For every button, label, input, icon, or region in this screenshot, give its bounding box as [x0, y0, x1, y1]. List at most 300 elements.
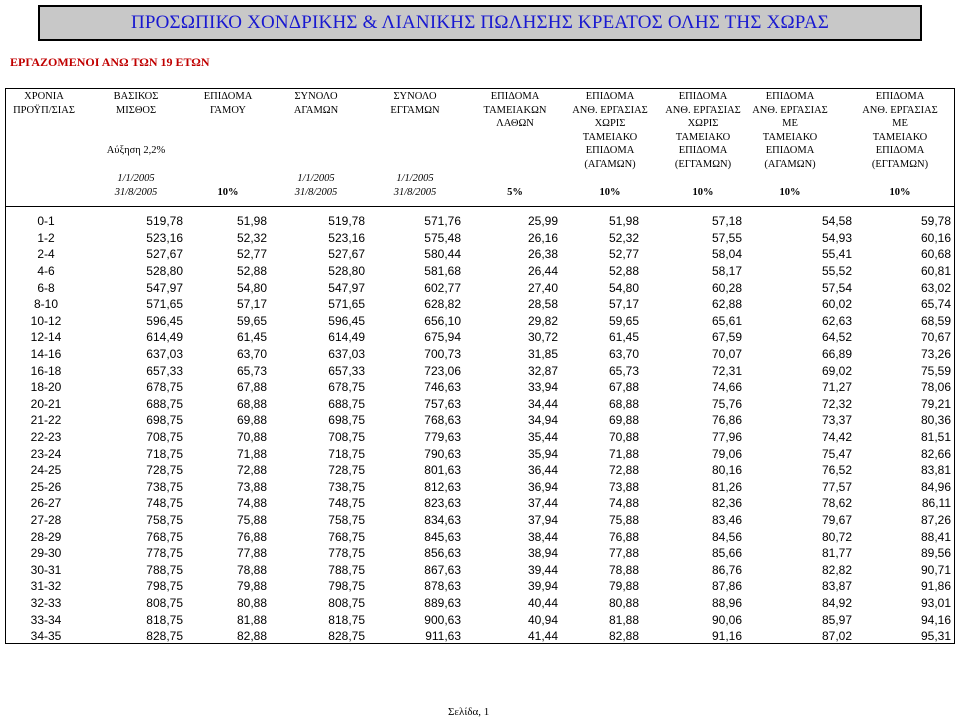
table-cell: 35,94 [527, 446, 558, 461]
table-cell: 80,88 [608, 595, 639, 610]
header-date1: 1/1/2005 [117, 173, 155, 184]
table-cell: 72,88 [608, 463, 639, 478]
table-cell: 580,44 [424, 247, 461, 262]
row-range-cell: 20-21 [30, 396, 62, 411]
table-cell: 79,21 [920, 396, 951, 411]
table-cell: 798,75 [146, 579, 183, 594]
table-cell: 39,94 [527, 579, 558, 594]
table-cell: 778,75 [328, 546, 365, 561]
table-cell: 81,88 [608, 612, 639, 627]
header-date1: 1/1/2005 [297, 173, 335, 184]
table-cell: 61,45 [236, 330, 267, 345]
table-cell: 72,88 [236, 463, 267, 478]
table-cell: 81,51 [920, 430, 951, 445]
table-cell: 37,94 [527, 512, 558, 527]
table-cell: 60,81 [920, 264, 951, 279]
title-box [38, 5, 922, 41]
table-cell: 596,45 [328, 313, 365, 328]
table-cell: 818,75 [146, 612, 183, 627]
table-row [6, 379, 954, 396]
header-col-4 [364, 90, 466, 204]
table-cell: 95,31 [920, 629, 951, 644]
table-cell: 688,75 [328, 396, 365, 411]
table-cell: 62,88 [711, 297, 742, 312]
table-cell: 79,06 [711, 446, 742, 461]
table-cell: 778,75 [146, 546, 183, 561]
table-row [6, 595, 954, 612]
table-cell: 82,88 [608, 629, 639, 644]
table-row [6, 445, 954, 462]
row-range-cell: 25-26 [30, 479, 62, 494]
table-cell: 76,86 [711, 413, 742, 428]
table-cell: 812,63 [424, 479, 461, 494]
table-cell: 80,88 [236, 595, 267, 610]
table-cell: 758,75 [328, 512, 365, 527]
table-cell: 27,40 [527, 280, 558, 295]
table-row [6, 412, 954, 429]
row-range-cell: 33-34 [30, 612, 62, 627]
header-col-1 [86, 90, 186, 204]
table-cell: 700,73 [424, 347, 461, 362]
header-label: ΛΑΘΩΝ [496, 118, 534, 129]
table-cell: 808,75 [146, 595, 183, 610]
table-row [6, 279, 954, 296]
table-cell: 78,88 [608, 562, 639, 577]
row-range-cell: 16-18 [30, 363, 62, 378]
header-note: Αύξηση 2,2% [106, 145, 166, 156]
header-label: ΕΠΙΔΟΜΑ [585, 145, 635, 156]
table-cell: 74,66 [711, 380, 742, 395]
table-cell: 718,75 [146, 446, 183, 461]
table-cell: 73,37 [821, 413, 852, 428]
table-cell: 58,17 [711, 264, 742, 279]
table-cell: 69,88 [236, 413, 267, 428]
table-cell: 76,88 [608, 529, 639, 544]
table-cell: 528,80 [146, 264, 183, 279]
table-cell: 708,75 [328, 430, 365, 445]
table-cell: 82,36 [711, 496, 742, 511]
table-cell: 637,03 [146, 347, 183, 362]
table-cell: 80,36 [920, 413, 951, 428]
table-cell: 856,63 [424, 546, 461, 561]
row-range-cell: 34-35 [30, 629, 62, 644]
table-cell: 71,88 [608, 446, 639, 461]
table-cell: 688,75 [146, 396, 183, 411]
table-cell: 52,77 [236, 247, 267, 262]
table-row [6, 479, 954, 496]
table-cell: 74,88 [236, 496, 267, 511]
table-cell: 828,75 [146, 629, 183, 644]
table-row [6, 329, 954, 346]
header-label: ΕΠΙΔΟΜΑ [875, 91, 925, 102]
page-title: ΠΡΟΣΩΠΙΚΟ ΧΟΝΔΡΙΚΗΣ & ΛΙΑΝΙΚΗΣ ΠΩΛΗΣΗΣ ΚΡΕΑΤΟΣ ΟΛΗΣ ΤΗΣ ΧΩΡΑΣ [130, 12, 830, 33]
table-cell: 748,75 [328, 496, 365, 511]
header-label: ΧΩΡΙΣ [687, 118, 719, 129]
header-label: ΑΝΘ. ΕΡΓΑΣΙΑΣ [752, 104, 828, 116]
table-cell: 628,82 [424, 297, 461, 312]
table-cell: 527,67 [146, 247, 183, 262]
table-cell: 77,57 [821, 479, 852, 494]
table-cell: 57,17 [608, 297, 639, 312]
table-cell: 768,63 [424, 413, 461, 428]
table-row [6, 561, 954, 578]
header-pct: 10% [692, 187, 714, 198]
table-cell: 70,88 [236, 430, 267, 445]
table-cell: 83,81 [920, 463, 951, 478]
table-cell: 72,32 [821, 396, 852, 411]
table-cell: 70,67 [920, 330, 951, 345]
table-cell: 818,75 [328, 612, 365, 627]
table-cell: 90,06 [711, 612, 742, 627]
table-cell: 74,42 [821, 430, 852, 445]
table-cell: 746,63 [424, 380, 461, 395]
table-cell: 26,16 [527, 230, 558, 245]
table-cell: 519,78 [328, 214, 365, 229]
header-label: ΣΥΝΟΛΟ [393, 91, 437, 102]
table-cell: 57,18 [711, 214, 742, 229]
header-label: ΤΑΜΕΙΑΚΩΝ [483, 104, 547, 116]
table-cell: 68,59 [920, 313, 951, 328]
table-cell: 718,75 [328, 446, 365, 461]
row-range-cell: 10-12 [30, 313, 62, 328]
table-cell: 73,88 [608, 479, 639, 494]
header-label: (ΑΓΑΜΩΝ) [584, 158, 636, 170]
table-cell: 71,88 [236, 446, 267, 461]
table-cell: 63,02 [920, 280, 951, 295]
header-col-8 [738, 90, 842, 204]
table-cell: 91,16 [711, 629, 742, 644]
header-pct: 10% [599, 187, 621, 198]
salary-table [6, 213, 954, 644]
table-cell: 54,93 [821, 230, 852, 245]
table-cell: 39,44 [527, 562, 558, 577]
table-cell: 728,75 [328, 463, 365, 478]
table-cell: 71,27 [821, 380, 852, 395]
table-cell: 52,88 [236, 264, 267, 279]
table-cell: 900,63 [424, 612, 461, 627]
table-cell: 65,74 [920, 297, 951, 312]
table-cell: 75,88 [236, 512, 267, 527]
table-cell: 37,44 [527, 496, 558, 511]
table-cell: 67,88 [236, 380, 267, 395]
table-cell: 86,11 [921, 496, 951, 511]
table-cell: 28,58 [527, 297, 558, 312]
table-cell: 52,77 [608, 247, 639, 262]
table-cell: 57,55 [711, 230, 742, 245]
header-col-0 [5, 90, 83, 204]
table-cell: 81,26 [711, 479, 742, 494]
table-row [6, 296, 954, 313]
table-cell: 66,89 [821, 347, 852, 362]
table-cell: 59,65 [608, 313, 639, 328]
table-cell: 69,02 [821, 363, 852, 378]
header-label: ΒΑΣΙΚΟΣ [113, 91, 159, 102]
row-range-cell: 18-20 [30, 380, 62, 395]
table-row [6, 362, 954, 379]
table-cell: 88,96 [711, 595, 742, 610]
table-row [6, 628, 954, 645]
row-range-cell: 2-4 [37, 247, 55, 262]
table-cell: 73,26 [920, 347, 951, 362]
table-cell: 79,88 [608, 579, 639, 594]
table-cell: 57,17 [236, 297, 267, 312]
table-cell: 528,80 [328, 264, 365, 279]
header-label: ΑΝΘ. ΕΡΓΑΣΙΑΣ [572, 104, 648, 116]
table-cell: 52,32 [236, 230, 267, 245]
row-range-cell: 1-2 [37, 230, 55, 245]
table-cell: 678,75 [146, 380, 183, 395]
table-cell: 80,16 [711, 463, 742, 478]
page-footer: Σελίδα, 1 [448, 706, 490, 718]
table-cell: 911,63 [425, 629, 461, 644]
table-cell: 698,75 [328, 413, 365, 428]
table-cell: 38,94 [527, 546, 558, 561]
table-cell: 75,88 [608, 512, 639, 527]
table-row [6, 611, 954, 628]
table-cell: 523,16 [328, 230, 365, 245]
header-label: ΕΠΙΔΟΜΑ [678, 145, 728, 156]
table-cell: 89,56 [920, 546, 951, 561]
table-cell: 87,86 [711, 579, 742, 594]
header-label: ΑΝΘ. ΕΡΓΑΣΙΑΣ [862, 104, 938, 116]
table-cell: 40,94 [527, 612, 558, 627]
table-row [6, 263, 954, 280]
table-cell: 602,77 [424, 280, 461, 295]
table-cell: 60,02 [821, 297, 852, 312]
table-cell: 81,88 [236, 612, 267, 627]
table-cell: 738,75 [328, 479, 365, 494]
table-cell: 36,94 [527, 479, 558, 494]
table-row [6, 246, 954, 263]
table-cell: 90,71 [920, 562, 951, 577]
table-cell: 59,65 [236, 313, 267, 328]
table-row [6, 213, 954, 230]
header-label: ΤΑΜΕΙΑΚΟ [762, 131, 818, 143]
table-cell: 59,78 [920, 214, 951, 229]
table-cell: 38,44 [527, 529, 558, 544]
header-label: ΑΝΘ. ΕΡΓΑΣΙΑΣ [665, 104, 741, 116]
table-cell: 31,85 [527, 347, 558, 362]
table-cell: 678,75 [328, 380, 365, 395]
table-cell: 29,82 [527, 313, 558, 328]
header-date2: 31/8/2005 [294, 187, 338, 198]
table-cell: 67,88 [608, 380, 639, 395]
table-cell: 823,63 [424, 496, 461, 511]
table-cell: 34,94 [527, 413, 558, 428]
table-cell: 527,67 [328, 247, 365, 262]
table-cell: 70,07 [711, 347, 742, 362]
table-cell: 768,75 [328, 529, 365, 544]
table-cell: 614,49 [328, 330, 365, 345]
table-cell: 698,75 [146, 413, 183, 428]
row-range-cell: 22-23 [30, 430, 62, 445]
header-label: ΕΠΙΔΟΜΑ [875, 145, 925, 156]
table-cell: 758,75 [146, 512, 183, 527]
table-cell: 85,66 [711, 546, 742, 561]
table-cell: 83,46 [711, 512, 742, 527]
table-cell: 523,16 [146, 230, 183, 245]
table-cell: 723,06 [424, 363, 461, 378]
table-cell: 60,16 [920, 230, 951, 245]
table-cell: 87,26 [920, 512, 951, 527]
header-date2: 31/8/2005 [114, 187, 158, 198]
table-cell: 82,66 [920, 446, 951, 461]
row-range-cell: 21-22 [30, 413, 62, 428]
row-range-cell: 23-24 [30, 446, 62, 461]
table-cell: 779,63 [424, 430, 461, 445]
table-row [6, 495, 954, 512]
header-col-2 [188, 90, 268, 204]
table-cell: 757,63 [424, 396, 461, 411]
table-cell: 84,92 [821, 595, 852, 610]
table-cell: 788,75 [328, 562, 365, 577]
table-cell: 75,76 [711, 396, 742, 411]
header-col-6 [560, 90, 660, 204]
table-cell: 41,44 [527, 629, 558, 644]
table-cell: 75,59 [920, 363, 951, 378]
header-separator [5, 206, 955, 207]
header-pct: 10% [217, 187, 239, 198]
table-cell: 35,44 [527, 430, 558, 445]
row-range-cell: 6-8 [37, 280, 55, 295]
table-cell: 33,94 [527, 380, 558, 395]
table-cell: 828,75 [328, 629, 365, 644]
table-cell: 68,88 [236, 396, 267, 411]
table-cell: 82,82 [821, 562, 852, 577]
header-label: ΕΠΙΔΟΜΑ [678, 91, 728, 102]
table-cell: 575,48 [424, 230, 461, 245]
table-cell: 889,63 [424, 595, 461, 610]
row-range-cell: 29-30 [30, 546, 62, 561]
table-cell: 65,61 [711, 313, 742, 328]
table-cell: 738,75 [146, 479, 183, 494]
row-range-cell: 12-14 [30, 330, 62, 345]
table-cell: 40,44 [527, 595, 558, 610]
table-cell: 63,70 [608, 347, 639, 362]
table-cell: 52,32 [608, 230, 639, 245]
row-range-cell: 26-27 [30, 496, 62, 511]
table-cell: 83,87 [821, 579, 852, 594]
header-label: ΜΕ [782, 118, 798, 129]
table-cell: 547,97 [328, 280, 365, 295]
header-col-3 [266, 90, 366, 204]
table-cell: 657,33 [328, 363, 365, 378]
table-cell: 55,52 [821, 264, 852, 279]
table-cell: 76,52 [821, 463, 852, 478]
table-cell: 54,58 [821, 214, 852, 229]
table-cell: 596,45 [146, 313, 183, 328]
table-cell: 878,63 [424, 579, 461, 594]
header-label: ΠΡΟΫΠ/ΣΙΑΣ [13, 104, 75, 116]
row-range-cell: 4-6 [37, 264, 55, 279]
table-cell: 58,04 [711, 247, 742, 262]
table-cell: 78,88 [236, 562, 267, 577]
header-label: ΕΓΓΑΜΩΝ [390, 104, 440, 116]
table-cell: 87,02 [821, 629, 852, 644]
table-cell: 30,72 [527, 330, 558, 345]
header-col-5 [466, 90, 564, 204]
table-cell: 708,75 [146, 430, 183, 445]
table-cell: 51,98 [608, 214, 639, 229]
table-row [6, 346, 954, 363]
table-cell: 614,49 [146, 330, 183, 345]
table-cell: 26,44 [527, 264, 558, 279]
table-row [6, 545, 954, 562]
table-cell: 78,06 [920, 380, 951, 395]
table-cell: 77,88 [608, 546, 639, 561]
table-cell: 86,76 [711, 562, 742, 577]
table-row [6, 429, 954, 446]
header-label: ΕΠΙΔΟΜΑ [585, 91, 635, 102]
table-cell: 798,75 [328, 579, 365, 594]
table-cell: 768,75 [146, 529, 183, 544]
table-cell: 54,80 [236, 280, 267, 295]
table-cell: 845,63 [424, 529, 461, 544]
table-row [6, 462, 954, 479]
header-label: (ΑΓΑΜΩΝ) [764, 158, 816, 170]
table-cell: 55,41 [821, 247, 852, 262]
header-pct: 10% [889, 187, 911, 198]
table-cell: 52,88 [608, 264, 639, 279]
table-body [6, 213, 954, 644]
row-range-cell: 8-10 [33, 297, 59, 312]
table-row [6, 396, 954, 413]
table-cell: 57,54 [821, 280, 852, 295]
table-cell: 834,63 [424, 512, 461, 527]
table-cell: 675,94 [424, 330, 461, 345]
header-pct: 10% [779, 187, 801, 198]
header-label: ΕΠΙΔΟΜΑ [765, 145, 815, 156]
header-label: ΣΥΝΟΛΟ [294, 91, 338, 102]
header-label: ΜΕ [892, 118, 908, 129]
table-cell: 88,41 [920, 529, 951, 544]
table-cell: 84,96 [920, 479, 951, 494]
table-cell: 547,97 [146, 280, 183, 295]
table-cell: 74,88 [608, 496, 639, 511]
table-cell: 77,88 [236, 546, 267, 561]
table-cell: 26,38 [527, 247, 558, 262]
table-cell: 581,68 [424, 264, 461, 279]
table-cell: 25,99 [527, 214, 558, 229]
subtitle: ΕΡΓΑΖΟΜΕΝΟΙ ΑΝΩ ΤΩΝ 19 ΕΤΩΝ [10, 55, 210, 69]
table-cell: 808,75 [328, 595, 365, 610]
table-cell: 67,59 [711, 330, 742, 345]
table-cell: 32,87 [527, 363, 558, 378]
table-cell: 867,63 [424, 562, 461, 577]
table-cell: 36,44 [527, 463, 558, 478]
table-cell: 519,78 [146, 214, 183, 229]
row-range-cell: 14-16 [30, 347, 62, 362]
row-range-cell: 32-33 [30, 595, 62, 610]
table-cell: 790,63 [424, 446, 461, 461]
header-date1: 1/1/2005 [396, 173, 434, 184]
table-cell: 75,47 [821, 446, 852, 461]
row-range-cell: 27-28 [30, 512, 62, 527]
header-label: (ΕΓΓΑΜΩΝ) [674, 158, 732, 170]
table-cell: 69,88 [608, 413, 639, 428]
table-row [6, 512, 954, 529]
row-range-cell: 24-25 [30, 463, 62, 478]
table-cell: 78,62 [821, 496, 852, 511]
header-label: ΤΑΜΕΙΑΚΟ [872, 131, 928, 143]
header-label: ΧΡΟΝΙΑ [24, 91, 64, 102]
table-row [6, 528, 954, 545]
row-range-cell: 28-29 [30, 529, 62, 544]
table-cell: 91,86 [920, 579, 951, 594]
table-cell: 571,65 [328, 297, 365, 312]
table-cell: 34,44 [527, 396, 558, 411]
row-range-cell: 30-31 [30, 562, 62, 577]
